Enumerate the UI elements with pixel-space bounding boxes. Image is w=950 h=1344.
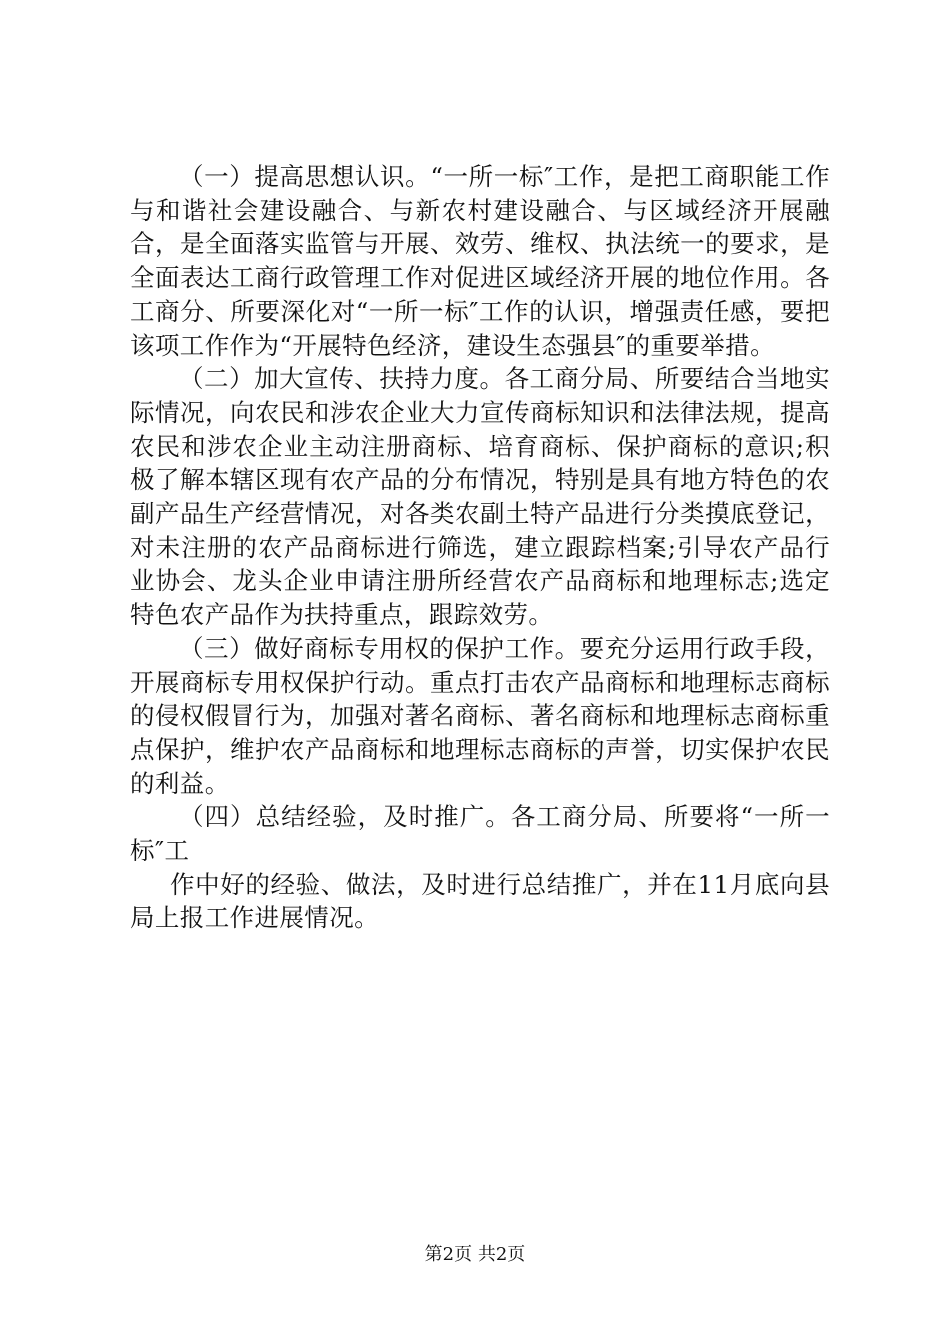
paragraph-5: 作中好的经验、做法，及时进行总结推广，并在11月底向县局上报工作进展情况。: [130, 869, 830, 933]
paragraph-2: （二）加大宣传、扶持力度。各工商分局、所要结合当地实际情况，向农民和涉农企业大力宣传商标知识和法律法规，提高农民和涉农企业主动注册商标、培育商标、保护商标的意识;积极了解本辖区现有农产品的分布情况，特别是具有地方特色的农副产品生产经营情况，对各类农副土特产品进行分类摸底登记，对未注册的农产品商标进行筛选，建立跟踪档案;引导农产品行业协会、龙头企业申请注册所经营农产品商标和地理标志;选定特色农产品作为扶持重点，跟踪效劳。: [130, 364, 830, 630]
paragraph-4: （四）总结经验，及时推广。各工商分局、所要将“一所一标″工: [130, 802, 830, 866]
document-body: [130, 160, 830, 935]
paragraph-3: （三）做好商标专用权的保护工作。要充分运用行政手段，开展商标专用权保护行动。重点打击农产品商标和地理标志商标的侵权假冒行为，加强对著名商标、著名商标和地理标志商标重点保护，维护农产品商标和地理标志商标的声誉，切实保护农民的利益。: [130, 633, 830, 798]
page-footer: 第2页 共2页: [424, 1244, 526, 1265]
paragraph-1: （一）提高思想认识。“一所一标″工作，是把工商职能工作与和谐社会建设融合、与新农村建设融合、与区域经济开展融合，是全面落实监管与开展、效劳、维权、执法统一的要求，是全面表达工商行政管理工作对促进区域经济开展的地位作用。各工商分、所要深化对“一所一标″工作的认识，增强责任感，要把该项工作作为“开展特色经济，建设生态强县″的重要举措。: [130, 162, 830, 360]
